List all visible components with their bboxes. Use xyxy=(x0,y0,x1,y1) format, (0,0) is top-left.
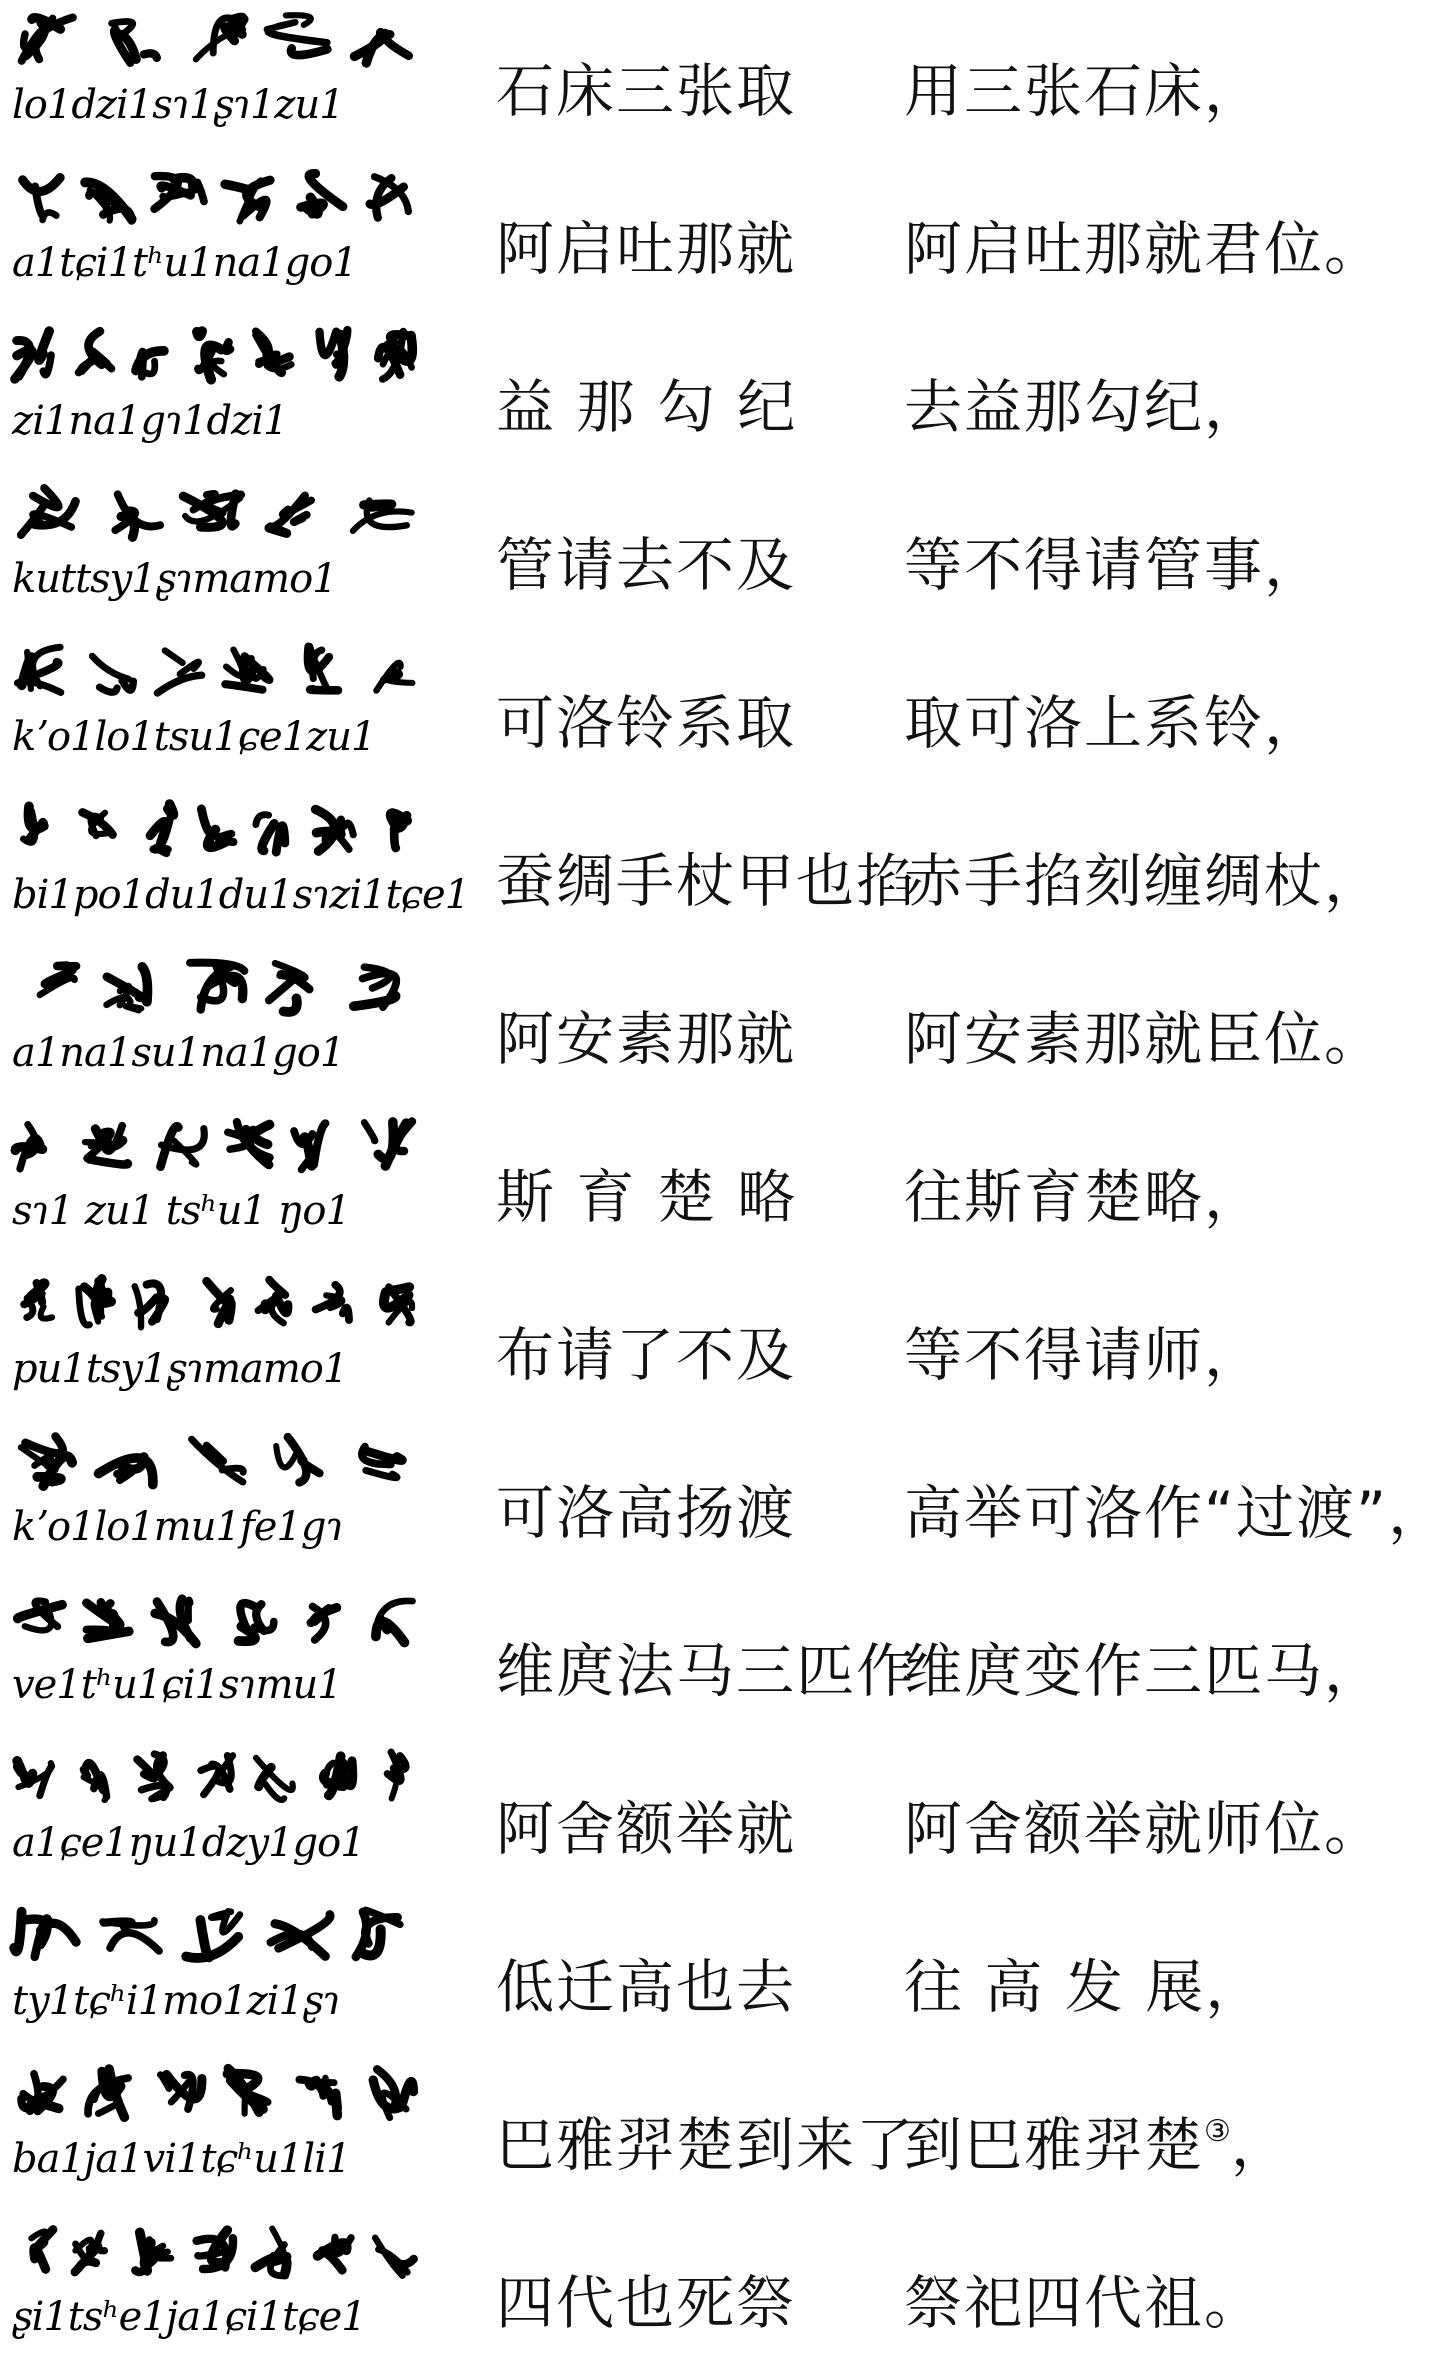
phonetic-transcription: sɿ1 zu1 tsʰu1 ŋo1 xyxy=(12,1188,448,1248)
glyph-drawing xyxy=(8,954,448,1026)
glyph-drawing xyxy=(8,164,448,236)
glyph-stroke xyxy=(31,2232,46,2239)
glyph-stroke xyxy=(222,1468,243,1472)
glyph-stroke xyxy=(144,53,157,57)
verse-row xyxy=(0,474,1384,632)
phonetic-transcription: a1na1su1na1go1 xyxy=(12,1030,448,1090)
free-translation xyxy=(904,1466,1448,1550)
handwritten-glyphs xyxy=(8,954,448,1026)
glyph-stroke xyxy=(14,1912,21,1952)
glyph-drawing xyxy=(8,2060,448,2132)
glyph-stroke xyxy=(43,212,57,219)
handwritten-glyphs xyxy=(8,1428,448,1500)
glyph-drawing xyxy=(8,1428,448,1500)
glyph-stroke xyxy=(40,1766,52,1796)
glyph-stroke xyxy=(135,1286,141,1327)
translation-text: 往斯育楚略， xyxy=(904,1163,1264,1231)
script-cell xyxy=(8,0,448,158)
script-cell xyxy=(8,158,448,316)
script-cell xyxy=(8,1106,448,1264)
script-cell xyxy=(8,1422,448,1580)
free-translation xyxy=(904,992,1384,1076)
glyph-stroke xyxy=(225,684,262,690)
glyph-stroke xyxy=(355,33,384,57)
glyph-stroke xyxy=(343,1308,349,1320)
phonetic-transcription: a1ɕe1ŋu1dzy1go1 xyxy=(12,1820,448,1880)
verse-row xyxy=(0,1106,1384,1264)
literal-gloss: 可洛高扬渡 xyxy=(496,1466,796,1550)
glyph-drawing xyxy=(8,1744,448,1816)
verse-row xyxy=(0,1738,1384,1896)
glyph-stroke xyxy=(99,1281,108,1298)
glyph-stroke xyxy=(294,515,307,522)
literal-gloss: 阿安素那就 xyxy=(496,992,796,1076)
translation-text: 祭祀四代祖。 xyxy=(904,2269,1264,2337)
phonetic-transcription: ʂi1tsʰe1ja1ɕi1tɕe1 xyxy=(12,2294,448,2354)
literal-gloss: 石床三张取 xyxy=(496,44,796,128)
glyph-stroke xyxy=(276,826,285,852)
translation-text: 赤手掐刻缠绸杖， xyxy=(904,847,1384,915)
glyph-stroke xyxy=(197,182,204,201)
handwritten-glyphs xyxy=(8,2218,448,2290)
glyph-stroke xyxy=(403,2082,414,2103)
free-translation xyxy=(904,1782,1384,1866)
handwritten-glyphs xyxy=(8,1744,448,1816)
free-translation xyxy=(904,1150,1264,1234)
glyph-stroke xyxy=(335,354,344,363)
literal-gloss: 蚕绸手杖甲也掐 xyxy=(496,834,916,918)
verse-row xyxy=(0,948,1384,1106)
glyph-stroke xyxy=(125,1006,141,1011)
glyph-drawing xyxy=(8,322,448,394)
glyph-stroke xyxy=(150,822,165,843)
glyph-stroke xyxy=(110,1933,159,1951)
script-cell xyxy=(8,632,448,790)
glyph-stroke xyxy=(269,528,287,533)
script-cell xyxy=(8,316,448,474)
glyph-stroke xyxy=(57,965,76,966)
phonetic-transcription: a1tɕi1tʰu1na1go1 xyxy=(12,240,448,300)
verse-row xyxy=(0,1264,1384,1422)
footnote-marker: ③ xyxy=(1204,2114,1231,2149)
glyph-stroke xyxy=(364,1123,375,1141)
glyph-stroke xyxy=(268,32,327,43)
glyph-stroke xyxy=(256,815,269,825)
free-translation xyxy=(904,1308,1264,1392)
free-translation xyxy=(904,360,1264,444)
glyph-stroke xyxy=(17,1761,22,1773)
glyph-stroke xyxy=(137,1759,154,1778)
script-cell xyxy=(8,1738,448,1896)
glyph-stroke xyxy=(165,651,183,663)
literal-gloss: 可洛铃系取 xyxy=(496,676,796,760)
glyph-stroke xyxy=(389,2255,414,2264)
glyph-stroke xyxy=(40,662,58,673)
glyph-stroke xyxy=(267,22,295,29)
literal-gloss: 阿启吐那就 xyxy=(496,202,796,286)
phonetic-transcription: ty1tɕʰi1mo1zi1ʂɿ xyxy=(12,1978,448,2038)
phonetic-transcription: kʼo1lo1tsu1ɕe1zu1 xyxy=(12,714,448,774)
literal-gloss: 低迁高也去 xyxy=(496,1940,796,2024)
glyph-drawing xyxy=(8,6,448,78)
literal-gloss: 管请去不及 xyxy=(496,518,796,602)
free-translation xyxy=(904,676,1324,760)
translation-text: 等不得请管事， xyxy=(904,531,1324,599)
script-cell xyxy=(8,790,448,948)
translation-text: 阿安素那就臣位。 xyxy=(904,1005,1384,1073)
script-cell xyxy=(8,1580,448,1738)
glyph-stroke xyxy=(15,1147,42,1151)
verse-row xyxy=(0,790,1384,948)
translation-text: 往 高 发 展， xyxy=(904,1953,1265,2021)
glyph-stroke xyxy=(89,1159,128,1164)
glyph-drawing xyxy=(8,2218,448,2290)
literal-gloss: 益 那 勾 纪 xyxy=(496,360,797,444)
glyph-stroke xyxy=(37,1283,43,1302)
glyph-stroke xyxy=(380,1618,387,1630)
handwritten-glyphs xyxy=(8,638,448,710)
free-translation xyxy=(904,834,1384,918)
glyph-stroke xyxy=(394,828,396,848)
free-translation xyxy=(904,1940,1265,2024)
translation-text: 阿启吐那就君位。 xyxy=(904,215,1384,283)
glyph-drawing xyxy=(8,1270,448,1342)
glyph-stroke xyxy=(284,998,297,1012)
translation-punctuation: ， xyxy=(1231,2111,1291,2179)
literal-gloss: 斯 育 楚 略 xyxy=(496,1150,797,1234)
verse-row xyxy=(0,316,1384,474)
glyph-stroke xyxy=(117,1469,133,1480)
free-translation xyxy=(904,202,1384,286)
script-cell xyxy=(8,1896,448,2054)
handwritten-glyphs xyxy=(8,480,448,552)
glyph-stroke xyxy=(84,1769,88,1775)
free-translation xyxy=(904,2098,1291,2182)
verse-row xyxy=(0,2212,1384,2370)
verse-row xyxy=(0,0,1384,158)
glyph-stroke xyxy=(101,1602,111,1607)
glyph-stroke xyxy=(192,1439,243,1482)
glyph-stroke xyxy=(113,1614,116,1631)
glyph-stroke xyxy=(386,34,409,55)
phonetic-transcription: kʼo1lo1mu1fe1gɿ xyxy=(12,1504,448,1564)
free-translation xyxy=(904,1624,1384,1708)
translation-text: 去益那勾纪， xyxy=(904,373,1264,441)
glyph-stroke xyxy=(366,1470,397,1477)
literal-gloss: 布请了不及 xyxy=(496,1308,796,1392)
glyph-stroke xyxy=(41,1307,52,1319)
translation-text: 高举可洛作“过渡”， xyxy=(904,1479,1448,1547)
glyph-stroke xyxy=(79,359,93,373)
phonetic-transcription: pu1tsy1ʂɿmamo1 xyxy=(12,1346,448,1406)
glyph-stroke xyxy=(291,48,327,55)
literal-gloss: 维庹法马三匹作 xyxy=(496,1624,916,1708)
free-translation xyxy=(904,2256,1264,2340)
phonetic-transcription: ba1ja1vi1tɕʰu1li1 xyxy=(12,2136,448,2196)
glyph-drawing xyxy=(8,1112,448,1184)
handwritten-glyphs xyxy=(8,322,448,394)
glyph-stroke xyxy=(168,804,174,815)
glyph-drawing xyxy=(8,796,448,868)
free-translation xyxy=(904,518,1324,602)
verse-row xyxy=(0,2054,1384,2212)
glyph-stroke xyxy=(188,1600,190,1621)
free-translation xyxy=(904,44,1264,128)
literal-gloss: 四代也死祭 xyxy=(496,2256,796,2340)
glyph-stroke xyxy=(345,823,354,835)
literal-gloss: 巴雅羿楚到来了 xyxy=(496,2098,916,2182)
glyph-stroke xyxy=(225,184,247,189)
glyph-stroke xyxy=(308,197,318,213)
verse-row xyxy=(0,158,1384,316)
glyph-drawing xyxy=(8,638,448,710)
handwritten-glyphs xyxy=(8,6,448,78)
glyph-stroke xyxy=(336,2093,338,2115)
glyph-stroke xyxy=(23,2074,38,2100)
glyph-stroke xyxy=(157,1602,173,1642)
translation-text: 维庹变作三匹马， xyxy=(904,1637,1384,1705)
script-cell xyxy=(8,1264,448,1422)
script-cell xyxy=(8,948,448,1106)
glyph-stroke xyxy=(201,809,215,835)
handwritten-glyphs xyxy=(8,2060,448,2132)
phonetic-transcription: lo1dzi1sɿ1ʂɿ1zu1 xyxy=(12,82,448,142)
handwritten-glyphs xyxy=(8,1270,448,1342)
verse-row xyxy=(0,1896,1384,2054)
glyph-stroke xyxy=(156,847,167,853)
glyph-stroke xyxy=(34,2248,46,2269)
glyph-stroke xyxy=(219,834,234,842)
handwritten-glyphs xyxy=(8,796,448,868)
handwritten-glyphs xyxy=(8,164,448,236)
handwritten-glyphs xyxy=(8,1112,448,1184)
handwritten-glyphs xyxy=(8,1586,448,1658)
phonetic-transcription: bi1po1du1du1sɿzi1tɕe1 xyxy=(12,872,448,932)
glyph-stroke xyxy=(23,178,60,192)
glyph-stroke xyxy=(338,819,342,835)
translation-text: 到巴雅羿楚 xyxy=(904,2111,1204,2179)
glyph-stroke xyxy=(37,1477,61,1482)
glyph-stroke xyxy=(138,352,143,377)
glyph-stroke xyxy=(226,342,230,351)
translation-text: 用三张石床， xyxy=(904,57,1264,125)
glyph-stroke xyxy=(100,687,118,692)
glyph-stroke xyxy=(186,1937,238,1958)
handwritten-glyphs xyxy=(8,1902,448,1974)
verse-row xyxy=(0,1422,1384,1580)
translation-text: 阿舍额举就师位。 xyxy=(904,1795,1384,1863)
script-cell xyxy=(8,2054,448,2212)
verse-row xyxy=(0,632,1384,790)
glyph-drawing xyxy=(8,1902,448,1974)
glyph-stroke xyxy=(197,331,202,336)
verse-row xyxy=(0,1580,1384,1738)
phonetic-transcription: kuttsy1ʂɿmamo1 xyxy=(12,556,448,616)
glyph-stroke xyxy=(320,332,337,356)
literal-gloss: 阿舍额举就 xyxy=(496,1782,796,1866)
script-cell xyxy=(8,2212,448,2370)
script-cell xyxy=(8,474,448,632)
glyph-stroke xyxy=(98,2103,118,2113)
glyph-stroke xyxy=(157,675,201,693)
glyph-stroke xyxy=(92,656,128,679)
translation-text: 等不得请师， xyxy=(904,1321,1264,1389)
translation-text: 取可洛上系铃， xyxy=(904,689,1324,757)
glyph-drawing xyxy=(8,480,448,552)
phonetic-transcription: zi1na1gɿ1dzi1 xyxy=(12,398,448,458)
phonetic-transcription: ve1tʰu1ɕi1sɿmu1 xyxy=(12,1662,448,1722)
glyph-drawing xyxy=(8,1586,448,1658)
